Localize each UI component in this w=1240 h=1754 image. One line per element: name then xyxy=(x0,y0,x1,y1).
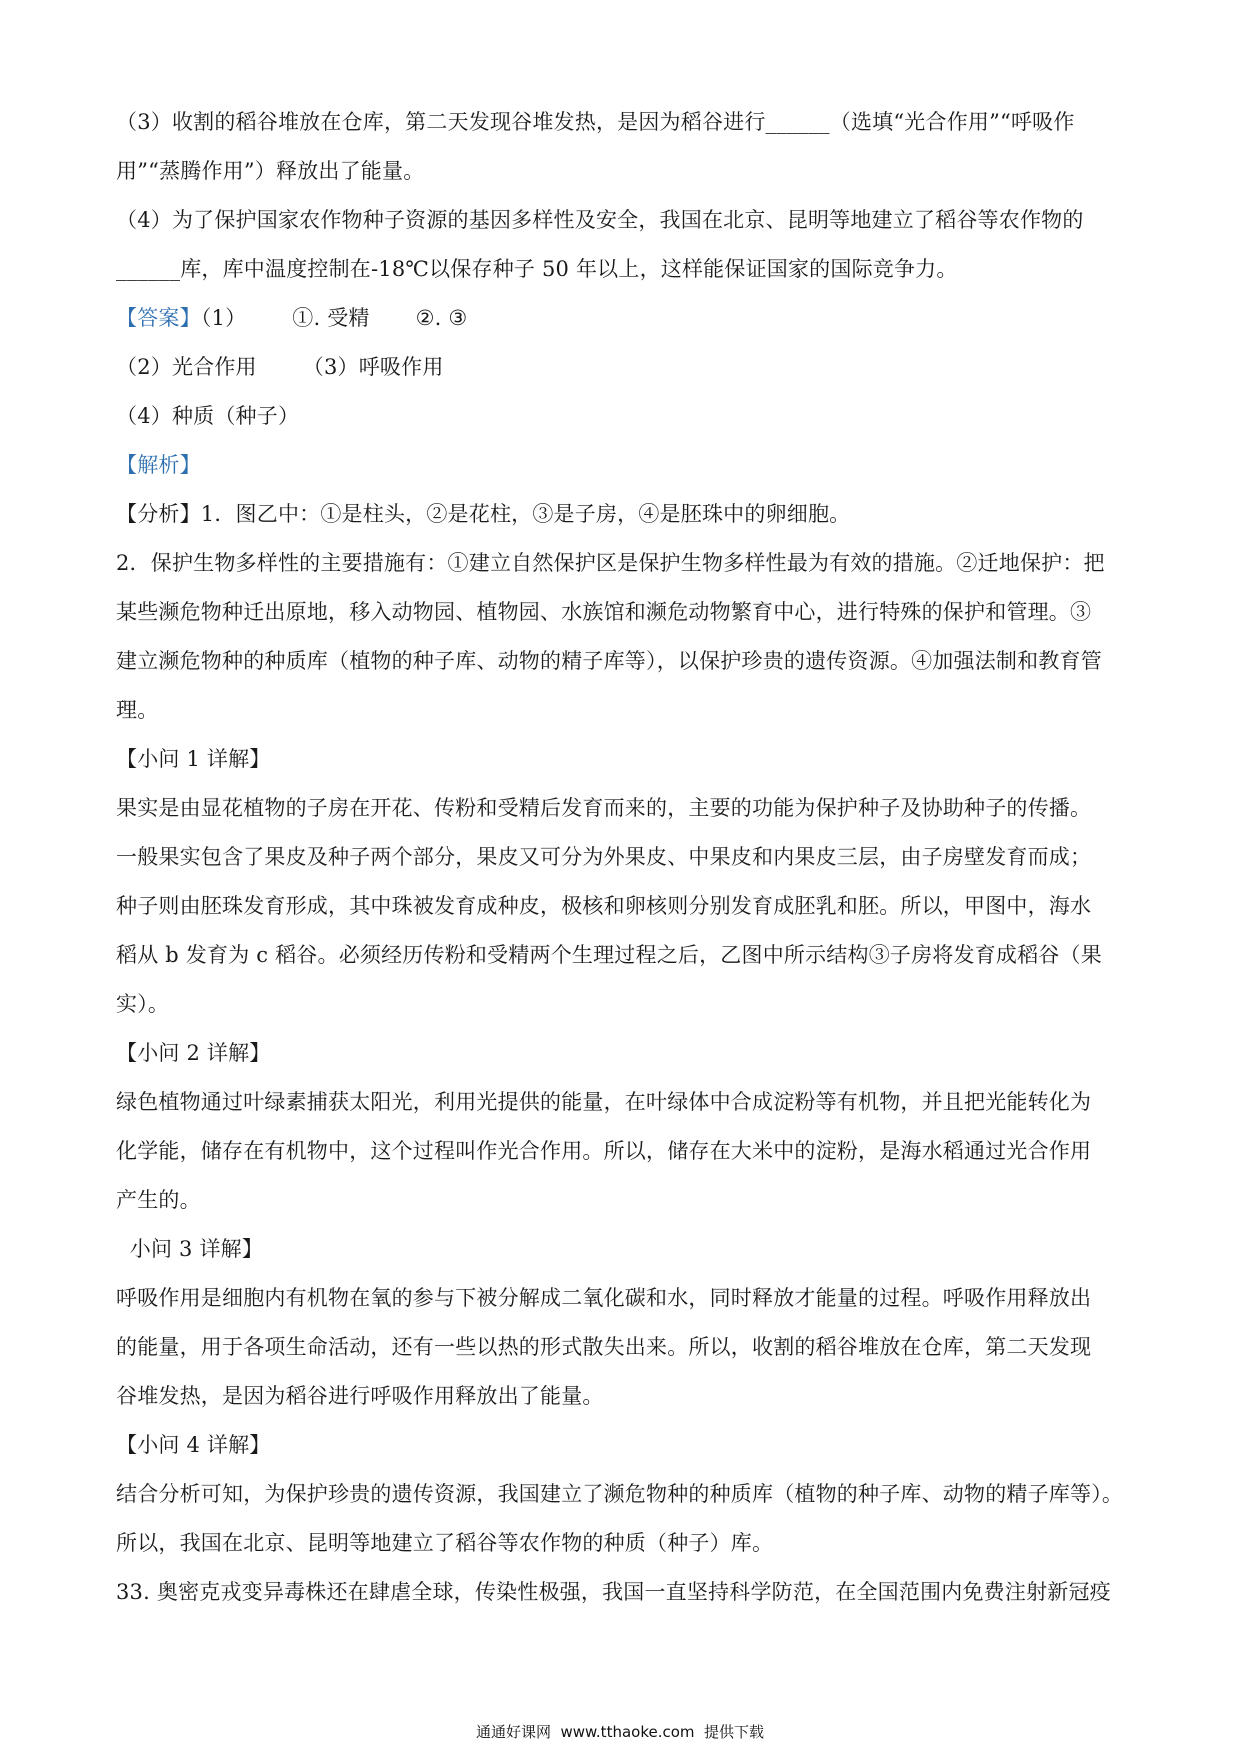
detail-4-line-2: 所以，我国在北京、昆明等地建立了稻谷等农作物的种质（种子）库。 xyxy=(116,1531,774,1555)
answer-tag: 【答案】 xyxy=(116,306,201,330)
detail-1-line-4: 稻从 b 发育为 c 稻谷。必须经历传粉和受精两个生理过程之后，乙图中所示结构③子房将发育成稻谷（果 xyxy=(116,943,1102,967)
analysis-paragraph-2-line-2: 某些濒危物种迁出原地，移入动物园、植物园、水族馆和濒危动物繁育中心，进行特殊的保护和管理。③ xyxy=(116,600,1092,624)
detail-1-line-2: 一般果实包含了果皮及种子两个部分，果皮又可分为外果皮、中果皮和内果皮三层，由子房壁发育而成； xyxy=(116,845,1092,869)
answer-1a: ①. 受精 xyxy=(292,306,370,330)
question-33-line-1: 33. 奥密克戎变异毒株还在肆虐全球，传染性极强，我国一直坚持科学防范，在全国范围内免费注射新冠疫 xyxy=(116,1580,1111,1604)
question-3-line-2: 用”“蒸腾作用”）释放出了能量。 xyxy=(116,159,425,183)
detail-1-line-1: 果实是由显花植物的子房在开花、传粉和受精后发育而来的，主要的功能为保护种子及协助种子的传播。 xyxy=(116,796,1092,820)
detail-3-line-3: 谷堆发热，是因为稻谷进行呼吸作用释放出了能量。 xyxy=(116,1384,604,1408)
detail-2-heading: 【小问 2 详解】 xyxy=(116,1041,271,1065)
detail-1-line-5: 实）。 xyxy=(116,992,170,1016)
detail-2-line-3: 产生的。 xyxy=(116,1188,201,1212)
answer-1b: ②. ③ xyxy=(415,306,468,330)
detail-4-line-1: 结合分析可知，为保护珍贵的遗传资源，我国建立了濒危物种的种质库（植物的种子库、动物的精子库等）。 xyxy=(116,1482,1124,1506)
answer-line-1 xyxy=(116,294,1136,343)
answer-2: （2）光合作用 xyxy=(116,355,257,379)
detail-1-heading: 【小问 1 详解】 xyxy=(116,747,271,771)
detail-1-line-3: 种子则由胚珠发育形成，其中珠被发育成种皮，极核和卵核则分别发育成胚乳和胚。所以，甲图中，海水 xyxy=(116,894,1092,918)
analysis-paragraph-2-line-1: 2．保护生物多样性的主要措施有：①建立自然保护区是保护生物多样性最为有效的措施。②迁地保护：把 xyxy=(116,551,1105,575)
answer-3: （3）呼吸作用 xyxy=(302,355,444,379)
detail-3-heading: 小问 3 详解】 xyxy=(116,1237,264,1261)
answer-1-label: （1） xyxy=(200,306,247,330)
answer-line-2 xyxy=(116,343,1136,392)
detail-2-line-1: 绿色植物通过叶绿素捕获太阳光，利用光提供的能量，在叶绿体中合成淀粉等有机物，并且把光能转化为 xyxy=(116,1090,1092,1114)
detail-3-line-1: 呼吸作用是细胞内有机物在氧的参与下被分解成二氧化碳和水，同时释放才能量的过程。呼吸作用释放出 xyxy=(116,1286,1092,1310)
detail-4-heading: 【小问 4 详解】 xyxy=(116,1433,271,1457)
question-4-line-2: ______库，库中温度控制在-18℃以保存种子 50 年以上，这样能保证国家的国际竞争力。 xyxy=(116,257,958,281)
answer-4: （4）种质（种子） xyxy=(116,404,300,428)
analysis-paragraph-2-line-4: 理。 xyxy=(116,698,159,722)
detail-2-line-2: 化学能，储存在有机物中，这个过程叫作光合作用。所以，储存在大米中的淀粉，是海水稻通过光合作用 xyxy=(116,1139,1092,1163)
document-body xyxy=(116,98,1136,1617)
detail-3-line-2: 的能量，用于各项生命活动，还有一些以热的形式散失出来。所以，收割的稻谷堆放在仓库，第二天发现 xyxy=(116,1335,1092,1359)
question-3-line-1: （3）收割的稻谷堆放在仓库，第二天发现谷堆发热，是因为稻谷进行______（选填“光合作用”“呼吸作 xyxy=(116,110,1075,134)
page-footer: 通通好课网 www.tthaoke.com 提供下载 xyxy=(475,1723,765,1741)
analysis-paragraph-1: 【分析】1．图乙中：①是柱头，②是花柱，③是子房，④是胚珠中的卵细胞。 xyxy=(116,502,851,526)
analysis-paragraph-2-line-3: 建立濒危物种的种质库（植物的种子库、动物的精子库等），以保护珍贵的遗传资源。④加强法制和教育管 xyxy=(116,649,1102,673)
analysis-tag: 【解析】 xyxy=(116,453,201,477)
question-4-line-1: （4）为了保护国家农作物种子资源的基因多样性及安全，我国在北京、昆明等地建立了稻谷等农作物的 xyxy=(116,208,1084,232)
